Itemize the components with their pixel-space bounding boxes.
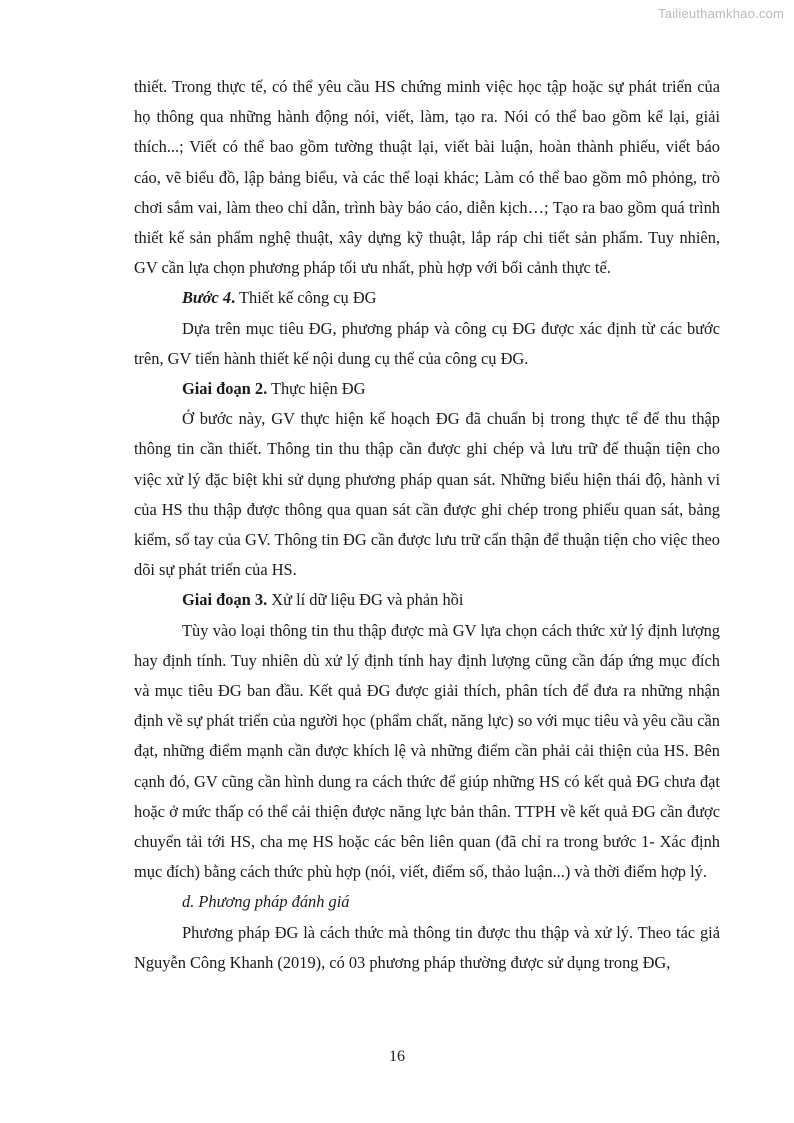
step-4-paragraph: Dựa trên mục tiêu ĐG, phương pháp và công cụ ĐG được xác định từ các bước trên, GV tiến hành thiết kế nội dung cụ thể của công cụ ĐG. xyxy=(134,318,720,368)
step-4-punct: . xyxy=(231,288,236,308)
phase-2-label: Giai đoạn 2. xyxy=(182,379,268,399)
section-d-paragraph: Phương pháp ĐG là cách thức mà thông tin được thu thập và xử lý. Theo tác giả Nguyễn Công Khanh (2019), có 03 phương pháp thường được sử dụng trong ĐG, xyxy=(134,922,720,972)
phase-3-paragraph: Tùy vào loại thông tin thu thập được mà GV lựa chọn cách thức xử lý định lượng hay định tính. Tuy nhiên dù xử lý định tính hay định lượng cũng cần đáp ứng mục đích và mục tiêu ĐG ban đầu. Kết quả ĐG được giải thích, phân tích để đưa ra những nhận định về sự phát triển của người học (phẩm chất, năng lực) so với mục tiêu và yêu cầu cần đạt, những điểm mạnh cần được khích lệ và những điểm cần phải cải thiện của HS. Bên cạnh đó, GV cũng cần hình dung ra cách thức để giúp những HS có kết quả ĐG chưa đạt hoặc ở mức thấp có thể cải thiện được năng lực bản thân. TTPH về kết quả ĐG cần được chuyển tải tới HS, cha mẹ HS hoặc các bên liên quan (đã chỉ ra trong bước 1- Xác định mục đích) bằng cách thức phù hợp (nói, viết, điểm số, thảo luận...) và thời điểm hợp lý. xyxy=(134,620,720,882)
page-body xyxy=(134,72,720,978)
watermark: Tailieuthamkhao.com xyxy=(658,6,784,21)
phase-3-title: Xử lí dữ liệu ĐG và phản hồi xyxy=(267,590,464,610)
step-4-heading xyxy=(134,283,720,313)
step-4-title: Thiết kế công cụ ĐG xyxy=(235,288,377,308)
section-d-heading: d. Phương pháp đánh giá xyxy=(182,892,350,912)
paragraph-continuation: thiết. Trong thực tế, có thể yêu cầu HS chứng minh việc học tập hoặc sự phát triển của họ thông qua những hành động nói, viết, làm, tạo ra. Nói có thể bao gồm kể lại, giải thích...; Viết có thể bao gồm tường thuật lại, viết bài luận, hoàn thành phiếu, viết báo cáo, vẽ biểu đồ, lập bảng biểu, và các thể loại khác; Làm có thể bao gồm mô phỏng, trò chơi sắm vai, làm theo chỉ dẫn, trình bày báo cáo, diễn kịch…; Tạo ra bao gồm quá trình thiết kế sản phẩm nghệ thuật, xây dựng kỹ thuật, lắp ráp chi tiết sản phẩm. Tuy nhiên, GV cần lựa chọn phương pháp tối ưu nhất, phù hợp với bối cảnh thực tế. xyxy=(134,77,720,278)
phase-3-heading xyxy=(134,585,720,615)
phase-2-title: Thực hiện ĐG xyxy=(267,379,366,399)
phase-2-heading xyxy=(134,374,720,404)
phase-2-paragraph: Ở bước này, GV thực hiện kế hoạch ĐG đã chuẩn bị trong thực tế để thu thập thông tin cần thiết. Thông tin thu thập cần được ghi chép và lưu trữ để thuận tiện cho việc xử lý đặc biệt khi sử dụng phương pháp quan sát. Những biểu hiện thái độ, hành vi của HS thu thập được thông qua quan sát cần được ghi chép trong phiếu quan sát, bảng kiểm, sổ tay của GV. Thông tin ĐG cần được lưu trữ cẩn thận để thuận tiện cho việc theo dõi sự phát triển của HS. xyxy=(134,409,720,580)
step-4-label: Bước 4 xyxy=(182,288,232,308)
phase-3-label: Giai đoạn 3. xyxy=(182,590,268,610)
page-number: 16 xyxy=(389,1048,405,1065)
